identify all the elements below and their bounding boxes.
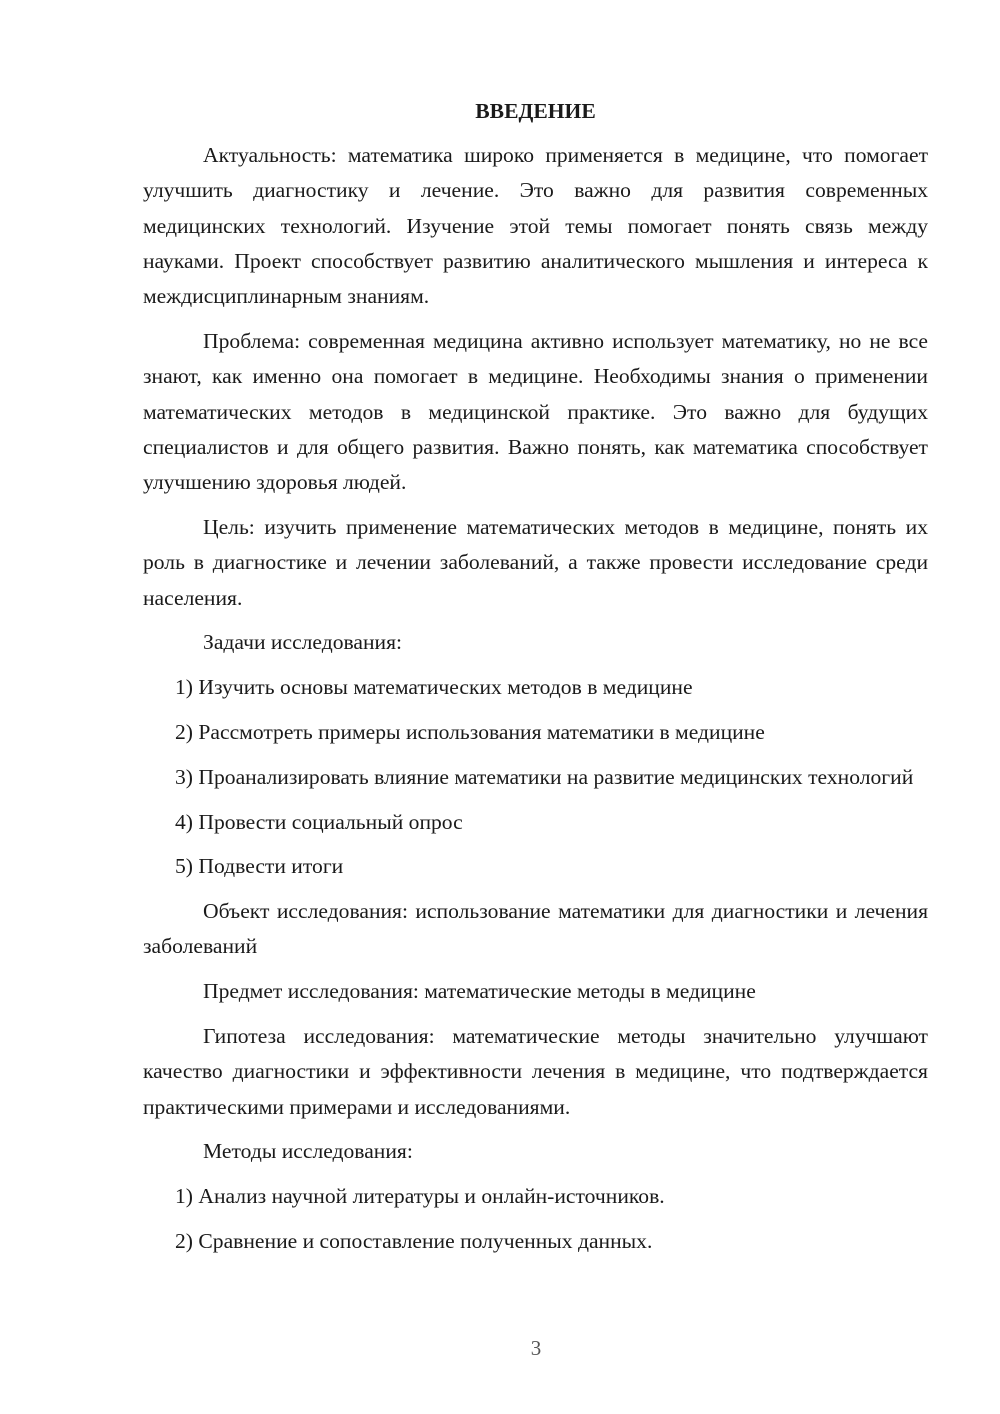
section-heading: ВВЕДЕНИЕ bbox=[475, 99, 596, 123]
problem-paragraph: Проблема: современная медицина активно использует математику, но не все знают, как именно она помогает в медицине. Необходимы знания о применении математических методов в медицинской практике. Это важно для будущих специалистов и для общего развития. Важно понять, как математика способствует улучшению здоровья людей. bbox=[143, 328, 928, 495]
method-item-2: 2) Сравнение и сопоставление полученных данных. bbox=[175, 1229, 653, 1254]
method-item-1: 1) Анализ научной литературы и онлайн-источников. bbox=[175, 1184, 665, 1209]
document-body bbox=[143, 96, 928, 1269]
goal-paragraph: Цель: изучить применение математических методов в медицине, понять их роль в диагностике и лечении заболеваний, а также провести исследование среди населения. bbox=[143, 514, 928, 610]
subject-paragraph: Предмет исследования: математические методы в медицине bbox=[203, 979, 756, 1004]
task-item-4: 4) Провести социальный опрос bbox=[175, 809, 463, 834]
task-item-1: 1) Изучить основы математических методов в медицине bbox=[175, 675, 693, 700]
page-number: 3 bbox=[530, 1336, 542, 1360]
methods-title: Методы исследования: bbox=[203, 1139, 413, 1164]
task-item-5: 5) Подвести итоги bbox=[175, 854, 344, 879]
task-item-3: 3) Проанализировать влияние математики на развитие медицинских технологий bbox=[175, 764, 914, 789]
relevance-paragraph: Актуальность: математика широко применяется в медицине, что помогает улучшить диагностику и лечение. Это важно для развития современных медицинских технологий. Изучение этой темы помогает понять связь между науками. Проект способствует развитию аналитического мышления и интереса к междисциплинарным знаниям. bbox=[143, 143, 928, 309]
object-paragraph: Объект исследования: использование математики для диагностики и лечения заболеваний bbox=[143, 899, 928, 959]
task-item-2: 2) Рассмотреть примеры использования математики в медицине bbox=[175, 719, 765, 744]
hypothesis-paragraph: Гипотеза исследования: математические методы значительно улучшают качество диагностики и эффективности лечения в медицине, что подтверждается практическими примерами и исследованиями. bbox=[143, 1024, 928, 1119]
tasks-title: Задачи исследования: bbox=[203, 630, 403, 655]
